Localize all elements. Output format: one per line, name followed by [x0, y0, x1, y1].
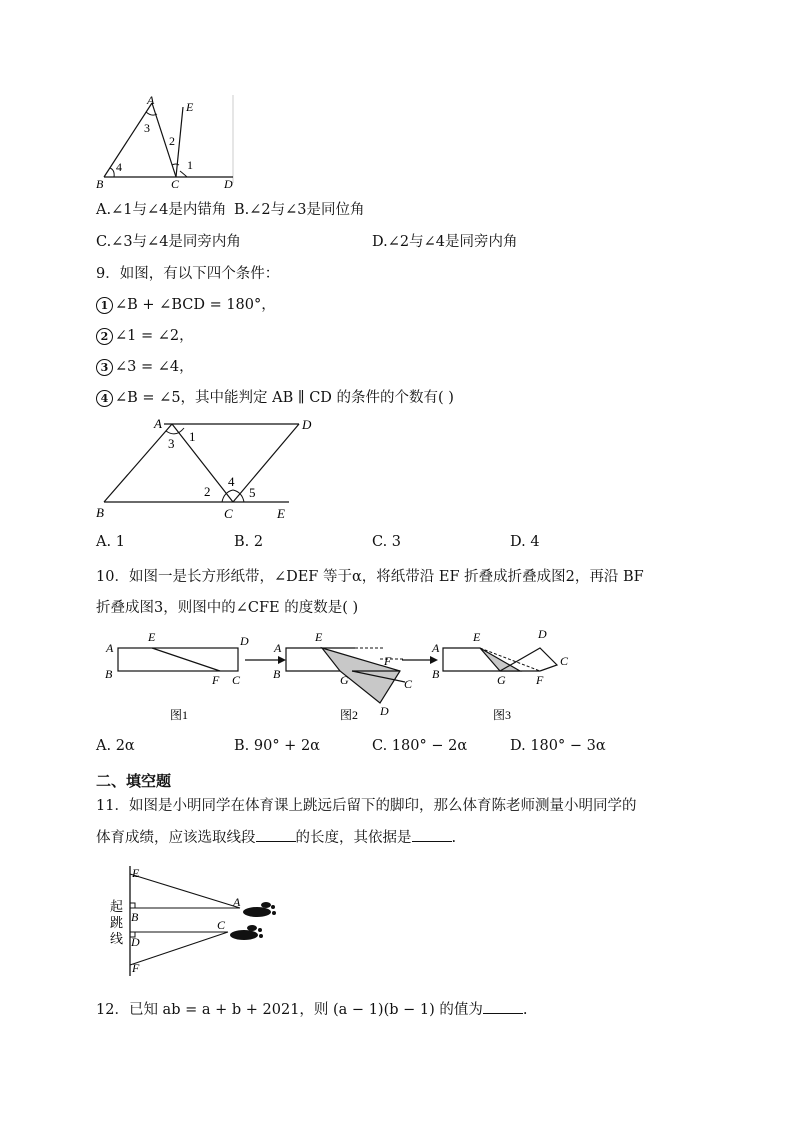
- q10-f1-label-E: E: [148, 630, 156, 644]
- q10-f1-label-A: A: [106, 641, 114, 655]
- q12-stem: [96, 998, 528, 1019]
- q8-option-d: D.∠2与∠4是同旁内角: [372, 234, 518, 250]
- q9-angle-5: 5: [249, 485, 256, 500]
- q11-stem-line1: 11．如图是小明同学在体育课上跳远后留下的脚印，那么体育陈老师测量小明同学的: [96, 798, 637, 814]
- q9-condition-1: [96, 293, 276, 314]
- q10-f2-label-E: E: [315, 630, 323, 644]
- q10-f2-label-B: B: [273, 667, 281, 681]
- q9-angle-4: 4: [228, 474, 235, 489]
- q11-label-xian: 线: [110, 931, 124, 946]
- q10-option-a: A. 2α: [96, 738, 135, 754]
- q10-f2-label-A: A: [274, 641, 282, 655]
- q11-stem-line2: [96, 826, 456, 847]
- q10-f2-label-D: D: [380, 704, 389, 718]
- q10-f2-label-G: G: [340, 673, 349, 687]
- q9-condition-3: [96, 355, 194, 376]
- q9-circle-4: 4: [96, 390, 113, 407]
- q9-label-A: A: [154, 416, 162, 431]
- q9-label-B: B: [96, 505, 104, 520]
- q8-label-E: E: [186, 100, 194, 114]
- q11-label-E: E: [132, 866, 140, 880]
- q10-stem-line2: 折叠成图3，则图中的∠CFE 的度数是( ): [96, 600, 359, 616]
- q10-f3-label-B: B: [432, 667, 440, 681]
- q12-stem-part-b: .: [522, 1002, 528, 1018]
- q9-circle-2: 2: [96, 328, 113, 345]
- q11-label-D: D: [131, 935, 140, 949]
- q11-blank-2[interactable]: [412, 827, 452, 842]
- q8-label-C: C: [171, 177, 180, 190]
- q10-f1-label-F: F: [212, 673, 220, 687]
- q10-caption-1: 图1: [170, 708, 189, 722]
- q11-label-B: B: [131, 910, 139, 924]
- q8-angle-3: 3: [144, 121, 150, 135]
- q9-label-D: D: [302, 417, 312, 432]
- q11-stem-part-a: 体育成绩，应该选取线段: [96, 830, 256, 846]
- q8-figure: [96, 95, 246, 190]
- q11-label-qi: 起: [110, 899, 124, 914]
- q9-angle-3: 3: [168, 436, 175, 451]
- q9-figure: [94, 414, 324, 524]
- q11-figure: [104, 862, 279, 980]
- q9-angle-1: 1: [189, 429, 196, 444]
- q9-condition-3-text: ∠3 = ∠4，: [115, 359, 194, 375]
- q10-f3-label-G: G: [497, 673, 506, 687]
- q11-label-C: C: [217, 918, 226, 932]
- q9-condition-2: [96, 324, 194, 345]
- q10-option-b: B. 90° + 2α: [234, 738, 320, 754]
- q9-condition-4: [96, 386, 454, 407]
- q9-option-b: B. 2: [234, 534, 264, 550]
- q10-option-d: D. 180° − 3α: [510, 738, 606, 754]
- q12-blank[interactable]: [483, 999, 523, 1014]
- q10-f2-label-C: C: [404, 677, 413, 691]
- q9-option-d: D. 4: [510, 534, 540, 550]
- q10-f1-label-D: D: [240, 634, 249, 648]
- q10-caption-3: 图3: [493, 708, 512, 722]
- q10-f1-label-B: B: [105, 667, 113, 681]
- q9-angle-2: 2: [204, 484, 211, 499]
- q10-f3-label-A: A: [432, 641, 440, 655]
- q9-option-c: C. 3: [372, 534, 402, 550]
- q10-f2-label-F: F: [384, 654, 392, 668]
- q9-option-a: A. 1: [96, 534, 125, 550]
- q8-label-B: B: [96, 177, 104, 190]
- q9-condition-2-text: ∠1 = ∠2，: [115, 328, 194, 344]
- q10-figure: [100, 625, 590, 730]
- q12-stem-part-a: 12．已知 ab = a + b + 2021，则 (a − 1)(b − 1) 的值为: [96, 1002, 483, 1018]
- q9-label-E: E: [277, 506, 285, 521]
- q11-blank-1[interactable]: [256, 827, 296, 842]
- q11-label-F: F: [132, 961, 140, 975]
- q9-circle-3: 3: [96, 359, 113, 376]
- q10-f1-label-C: C: [232, 673, 241, 687]
- q9-stem: 9．如图，有以下四个条件：: [96, 266, 280, 282]
- section-heading-fill-in: 二、填空题: [96, 772, 172, 790]
- q8-option-c: C.∠3与∠4是同旁内角: [96, 234, 241, 250]
- q9-circle-1: 1: [96, 297, 113, 314]
- q8-angle-4: 4: [116, 160, 122, 174]
- q8-angle-2: 2: [169, 134, 175, 148]
- q10-stem-line1: 10．如图一是长方形纸带，∠DEF 等于α，将纸带沿 EF 折叠成折叠成图2，再沿 BF: [96, 569, 644, 585]
- q11-label-A: A: [233, 895, 241, 909]
- q10-caption-2: 图2: [340, 708, 359, 722]
- q8-label-D: D: [224, 177, 233, 190]
- q9-condition-4-text: ∠B = ∠5，其中能判定 AB ∥ CD 的条件的个数有( ): [115, 390, 454, 406]
- footprint-upper-icon: [243, 902, 276, 917]
- q11-stem-part-b: 的长度，其依据是: [295, 830, 412, 846]
- footprint-lower-icon: [230, 925, 263, 940]
- q8-label-A: A: [147, 95, 155, 107]
- q10-option-c: C. 180° − 2α: [372, 738, 468, 754]
- q10-f3-label-E: E: [473, 630, 481, 644]
- q10-f3-label-D: D: [538, 627, 547, 641]
- q10-f3-label-F: F: [536, 673, 544, 687]
- q11-stem-part-c: .: [451, 830, 457, 846]
- q8-option-b: B.∠2与∠3是同位角: [234, 202, 365, 218]
- q8-option-a: A.∠1与∠4是内错角: [96, 202, 227, 218]
- q11-label-tiao: 跳: [110, 915, 124, 930]
- q8-angle-1: 1: [187, 158, 193, 172]
- q10-f3-label-C: C: [560, 654, 569, 668]
- q9-label-C: C: [224, 506, 233, 521]
- q9-condition-1-text: ∠B + ∠BCD = 180°，: [115, 297, 276, 313]
